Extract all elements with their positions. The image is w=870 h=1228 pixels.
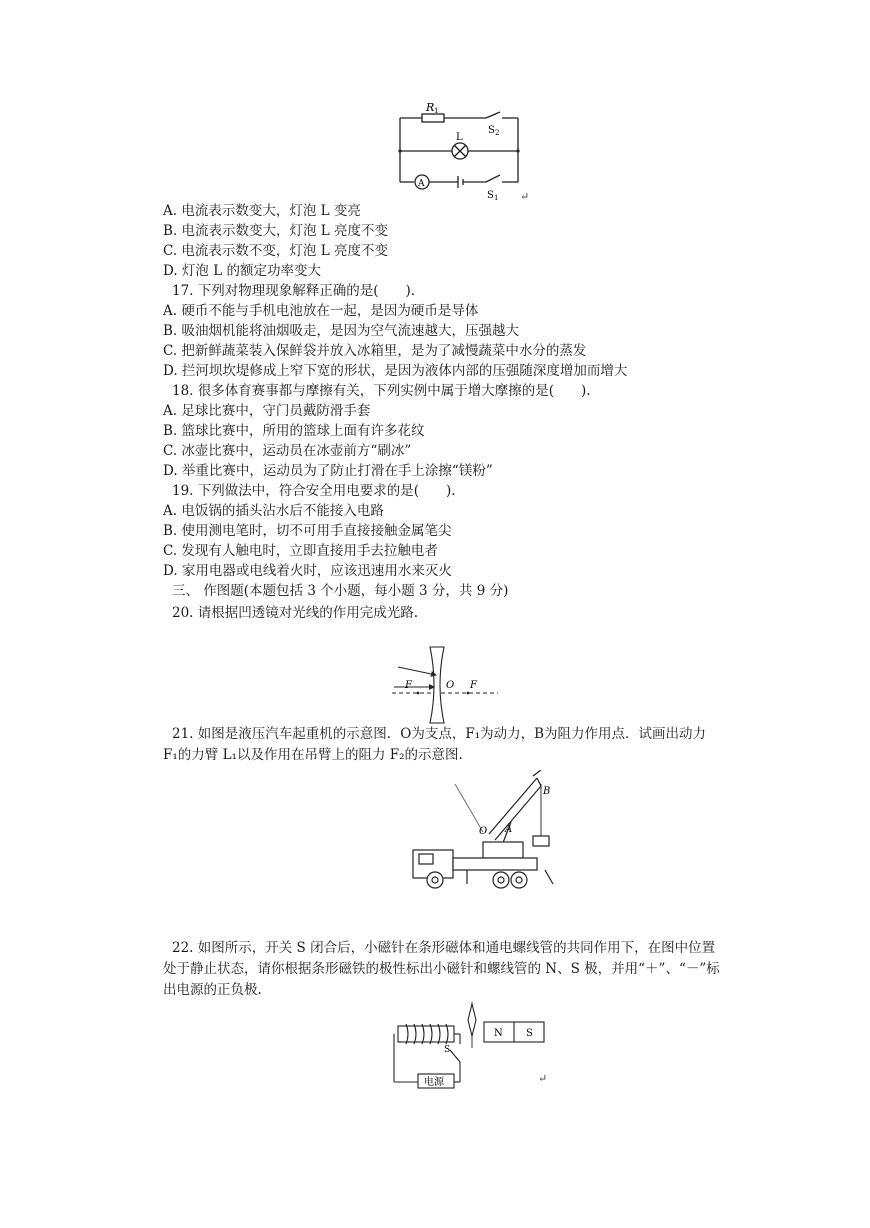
focus-right-label: F	[470, 680, 477, 691]
q19-option-d: D. 家用电器或电线着火时，应该迅速用水来灭火	[163, 563, 452, 579]
crane-diagram	[405, 770, 565, 895]
q20-stem: 20. 请根据凹透镜对光线的作用完成光路.	[172, 605, 419, 621]
q17-option-c: C. 把新鲜蔬菜装入保鲜袋并放入冰箱里，是为了减慢蔬菜中水分的蒸发	[163, 343, 587, 359]
paragraph-mark: ↵	[520, 190, 530, 203]
q18-option-d: D. 举重比赛中，运动员为了防止打滑在手上涂擦“镁粉”	[163, 463, 493, 479]
magnet-north-label: N	[494, 1028, 503, 1039]
switch-label: S	[444, 1045, 451, 1055]
force-point-label: A	[505, 824, 513, 835]
q16-option-c: C. 电流表示数不变，灯泡 L 亮度不变	[163, 243, 388, 259]
solenoid-diagram	[388, 1000, 553, 1090]
q19-stem: 19. 下列做法中，符合安全用电要求的是( ).	[172, 483, 456, 499]
q19-option-c: C. 发现有人触电时，立即直接用手去拉触电者	[163, 543, 438, 559]
q18-option-c: C. 冰壶比赛中，运动员在冰壶前方“刷冰”	[163, 443, 412, 459]
q18-option-a: A. 足球比赛中，守门员戴防滑手套	[163, 403, 371, 419]
q16-option-d: D. 灯泡 L 的额定功率变大	[163, 263, 321, 279]
lamp-label: L	[456, 132, 463, 143]
q17-stem: 17. 下列对物理现象解释正确的是( ).	[172, 283, 416, 299]
circuit-diagram	[390, 100, 540, 205]
magnet-south-label: S	[526, 1028, 533, 1039]
section-heading: 三、 作图题(本题包括 3 个小题，每小题 3 分，共 9 分)	[172, 583, 509, 599]
q16-option-a: A. 电流表示数变大，灯泡 L 变亮	[163, 203, 361, 219]
ammeter-label: A	[418, 179, 425, 189]
q18-option-b: B. 篮球比赛中，所用的篮球上面有许多花纹	[163, 423, 425, 439]
switch-s2-label-sub: 2	[495, 129, 500, 137]
pivot-label: O	[479, 826, 488, 837]
q17-option-a: A. 硬币不能与手机电池放在一起，是因为硬币是导体	[163, 303, 479, 319]
q17-option-b: B. 吸油烟机能将油烟吸走，是因为空气流速越大，压强越大	[163, 323, 520, 339]
q16-option-b: B. 电流表示数变大，灯泡 L 亮度不变	[163, 223, 389, 239]
resistance-point-label: B	[543, 786, 551, 797]
concave-lens-diagram	[390, 645, 500, 727]
switch-s2-label: S	[488, 125, 495, 136]
focus-left-label: F	[405, 680, 412, 691]
q21-text: 21. 如图是液压汽车起重机的示意图．O为支点，F₁为动力，B为阻力作用点．试画出动力 F₁的力臂 L₁以及作用在吊臂上的阻力 F₂的示意图.	[163, 726, 707, 763]
optical-center-label: O	[446, 680, 455, 691]
q19-option-a: A. 电饭锅的插头沾水后不能接入电路	[163, 503, 384, 519]
power-source-label: 电源	[424, 1077, 444, 1088]
q17-option-d: D. 拦河坝坎堤修成上窄下宽的形状，是因为液体内部的压强随深度增加而增大	[163, 363, 628, 379]
q19-option-b: B. 使用测电笔时，切不可用手直接接触金属笔尖	[163, 523, 452, 539]
q18-stem: 18. 很多体育赛事都与摩擦有关，下列实例中属于增大摩擦的是( ).	[172, 383, 591, 399]
switch-s1-label: S	[487, 190, 494, 201]
resistor-label: R	[426, 101, 435, 114]
paragraph-mark-2: ↵	[538, 1072, 548, 1085]
switch-s1-label-sub: 1	[494, 194, 499, 202]
resistor-label-sub: 1	[434, 107, 439, 115]
q22-text: 22. 如图所示，开关 S 闭合后，小磁针在条形磁体和通电螺线管的共同作用下，在图中位置处于静止状态，请你根据条形磁铁的极性标出小磁针和螺线管的 N、S 极，并用“＋”、“－”标出电源的正负极.	[163, 940, 720, 998]
